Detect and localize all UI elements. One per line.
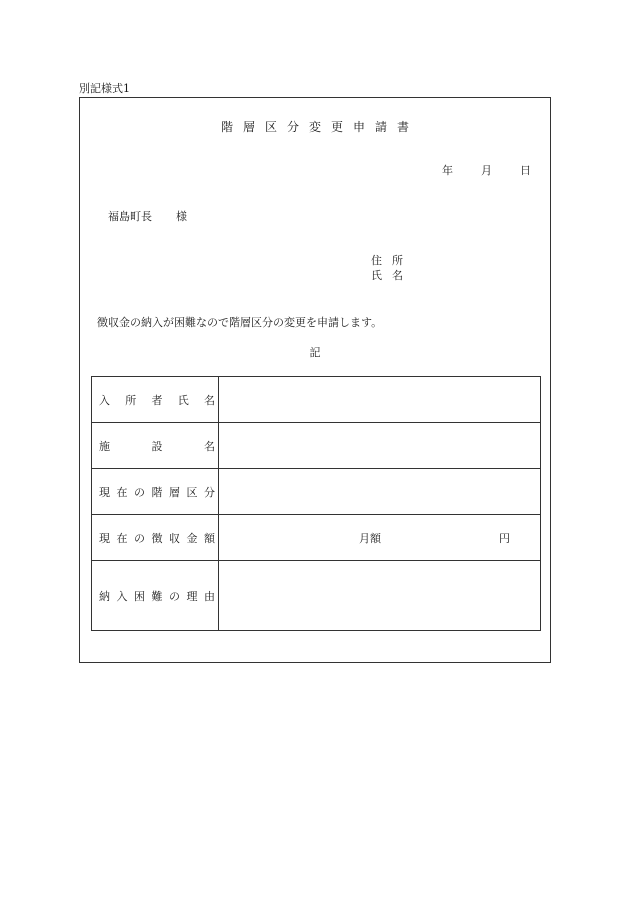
table-row (92, 377, 541, 423)
table-row (92, 515, 541, 561)
row-label-facility-name (92, 423, 219, 469)
name-label: 氏名 (371, 269, 413, 282)
label-char: 困 (134, 589, 145, 603)
label-char: 者 (151, 393, 163, 407)
addressee-name: 福島町長 (108, 210, 152, 223)
form-frame (79, 97, 551, 663)
label-char: 由 (204, 589, 215, 603)
table-row (92, 561, 541, 631)
label-char: 設 (151, 439, 163, 453)
difficulty-reason-field[interactable] (219, 561, 541, 631)
label-char: 金 (186, 531, 198, 545)
row-label-current-tier (92, 469, 219, 515)
label-char: 理 (186, 589, 198, 603)
date-row (442, 162, 531, 178)
label-char: 額 (204, 531, 215, 545)
label-char: の (134, 531, 145, 545)
label-text (99, 484, 215, 500)
label-char: 階 (151, 485, 163, 499)
address-label: 住所 (371, 254, 413, 267)
table-row (92, 469, 541, 515)
row-label-difficulty-reason (92, 561, 219, 631)
label-text (99, 588, 215, 604)
label-char: 施 (99, 439, 110, 453)
form-number-label: 別記様式1 (79, 82, 130, 95)
label-char: 名 (204, 439, 215, 453)
label-char: 徴 (151, 531, 163, 545)
label-char: 在 (116, 531, 128, 545)
ki-heading: 記 (309, 346, 321, 359)
label-char: 入 (116, 589, 128, 603)
current-tier-field[interactable] (219, 469, 541, 515)
label-char: 現 (99, 531, 110, 545)
label-char: 現 (99, 485, 110, 499)
current-fee-field[interactable] (219, 515, 541, 561)
label-char: 納 (99, 589, 110, 603)
resident-name-field[interactable] (219, 377, 541, 423)
date-month-label: 月 (481, 164, 492, 177)
label-text (99, 438, 215, 454)
label-char: 在 (116, 485, 128, 499)
addressee-honorific: 様 (176, 210, 187, 223)
label-char: 氏 (177, 393, 189, 407)
details-table (91, 376, 541, 631)
label-char: 入 (99, 393, 110, 407)
label-char: 収 (169, 531, 180, 545)
facility-name-field[interactable] (219, 423, 541, 469)
date-day-label: 日 (520, 164, 531, 177)
date-year-label: 年 (442, 164, 453, 177)
addressee (108, 208, 187, 224)
label-char: 層 (169, 485, 180, 499)
label-char: 所 (125, 393, 137, 407)
label-char: の (169, 589, 180, 603)
label-char: 区 (186, 485, 198, 499)
row-label-current-fee (92, 515, 219, 561)
monthly-label: 月額 (359, 531, 381, 545)
yen-label: 円 (499, 531, 510, 545)
label-text (99, 392, 215, 408)
label-char: 難 (151, 589, 163, 603)
label-char: 分 (204, 485, 215, 499)
applicant-block (371, 253, 413, 283)
application-statement: 徴収金の納入が困難なので階層区分の変更を申請します。 (97, 316, 383, 329)
table-row (92, 423, 541, 469)
row-label-resident-name (92, 377, 219, 423)
form-title: 階層区分変更申請書 (220, 120, 419, 134)
label-char: の (134, 485, 145, 499)
label-text (99, 530, 215, 546)
label-char: 名 (204, 393, 215, 407)
